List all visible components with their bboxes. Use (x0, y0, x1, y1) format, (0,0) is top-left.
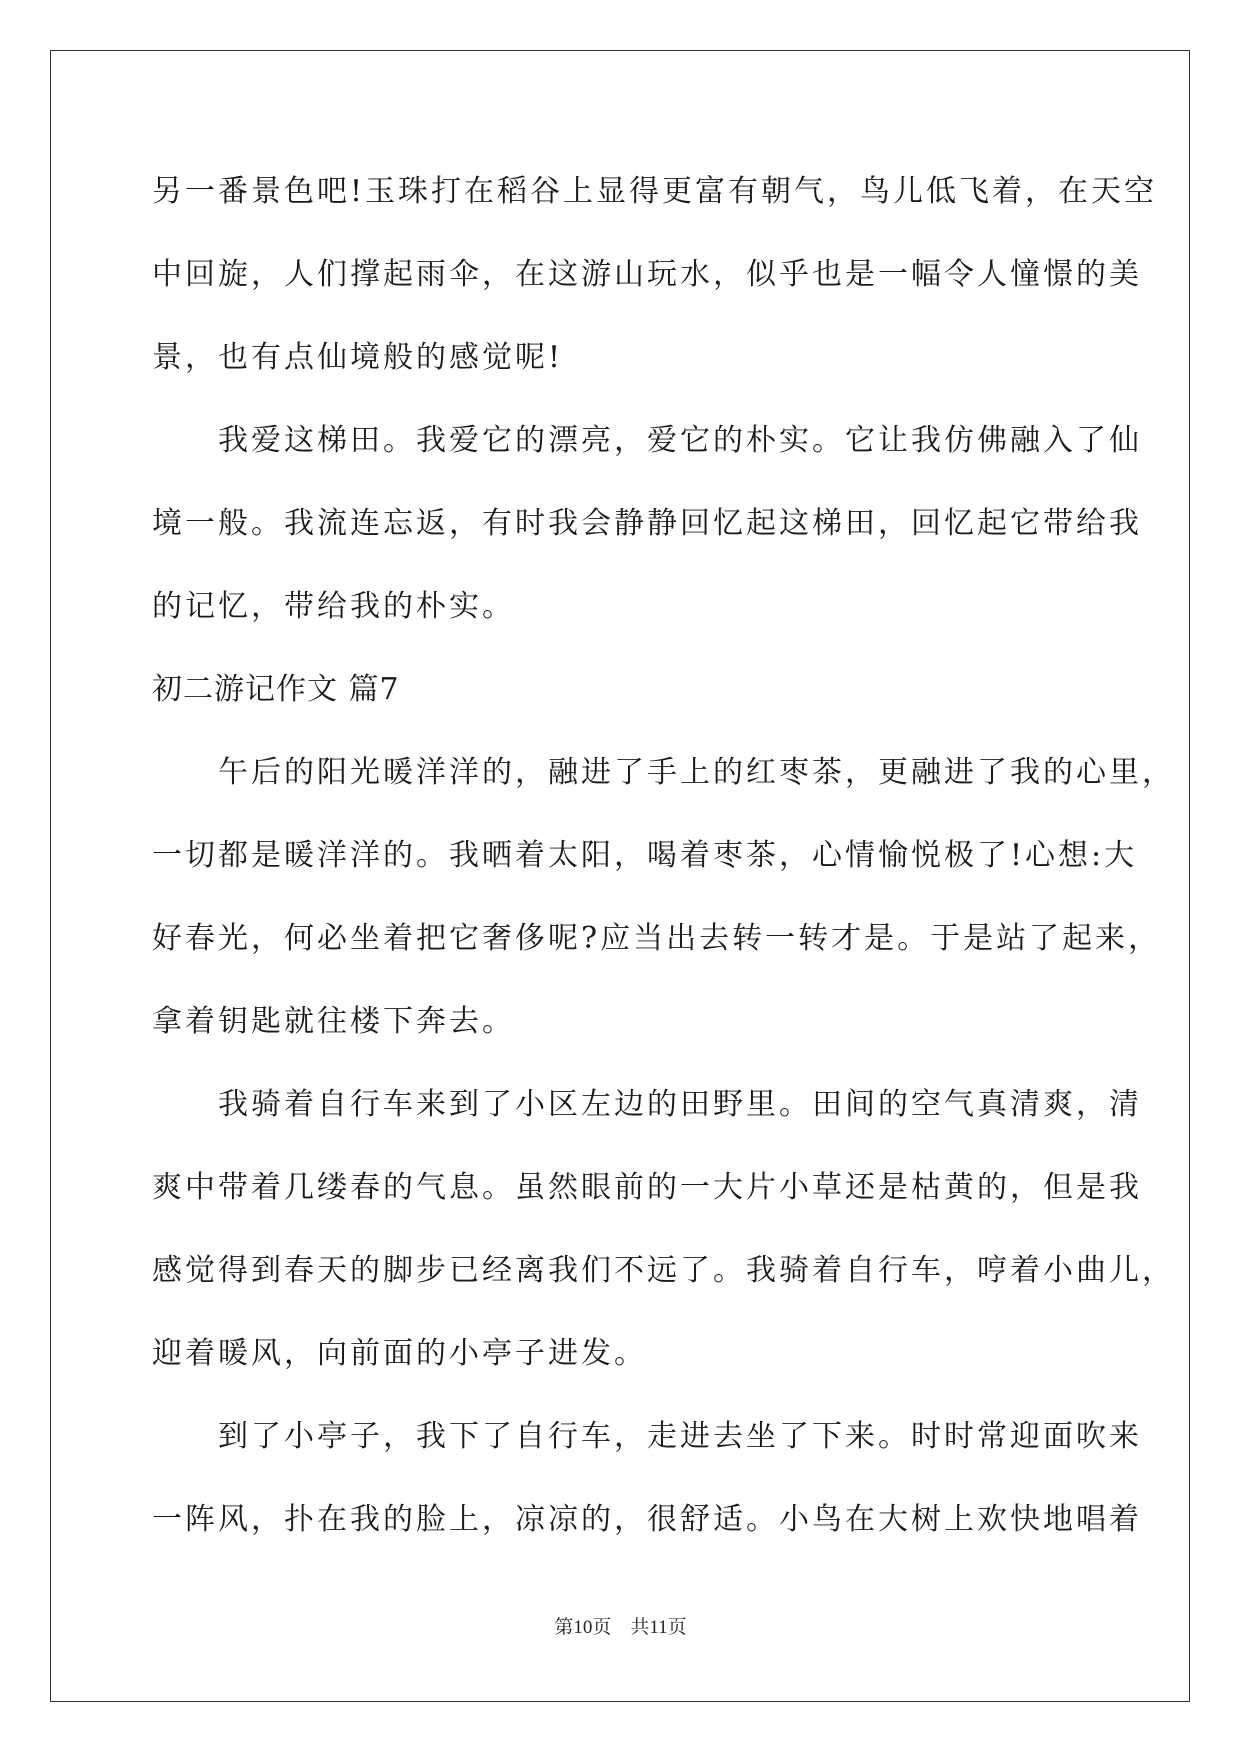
text-line: 午后的阳光暖洋洋的，融进了手上的红枣茶，更融进了我的心里， (152, 755, 1175, 790)
text-line: 境一般。我流连忘返，有时我会静静回忆起这梯田，回忆起它带给我 (152, 506, 1142, 541)
text-line: 我爱这梯田。我爱它的漂亮，爱它的朴实。它让我仿佛融入了仙 (152, 423, 1142, 458)
text-line: 爽中带着几缕春的气息。虽然眼前的一大片小草还是枯黄的，但是我 (152, 1170, 1142, 1205)
text-line: 景，也有点仙境般的感觉呢! (152, 340, 564, 375)
document-body (152, 150, 1175, 1561)
text-line: 感觉得到春天的脚步已经离我们不远了。我骑着自行车，哼着小曲儿， (152, 1253, 1175, 1288)
text-line: 好春光，何必坐着把它奢侈呢?应当出去转一转才是。于是站了起来， (152, 921, 1162, 956)
text-line: 到了小亭子，我下了自行车，走进去坐了下来。时时常迎面吹来 (152, 1419, 1142, 1454)
text-line: 中回旋，人们撑起雨伞，在这游山玩水，似乎也是一幅令人憧憬的美 (152, 257, 1142, 292)
text-line: 拿着钥匙就往楼下奔去。 (152, 1004, 515, 1039)
text-line: 的记忆，带给我的朴实。 (152, 589, 515, 624)
text-line: 一切都是暖洋洋的。我晒着太阳，喝着枣茶，心情愉悦极了!心想:大 (152, 838, 1138, 873)
page-number-footer: 第10页 共11页 (554, 1617, 687, 1638)
text-line: 我骑着自行车来到了小区左边的田野里。田间的空气真清爽，清 (152, 1087, 1142, 1122)
text-line: 一阵风，扑在我的脸上，凉凉的，很舒适。小鸟在大树上欢快地唱着 (152, 1502, 1142, 1537)
text-line: 迎着暖风，向前面的小亭子进发。 (152, 1336, 647, 1371)
text-line: 另一番景色吧!玉珠打在稻谷上显得更富有朝气，鸟儿低飞着，在天空 (152, 174, 1158, 209)
section-heading: 初二游记作文 篇7 (152, 672, 400, 707)
